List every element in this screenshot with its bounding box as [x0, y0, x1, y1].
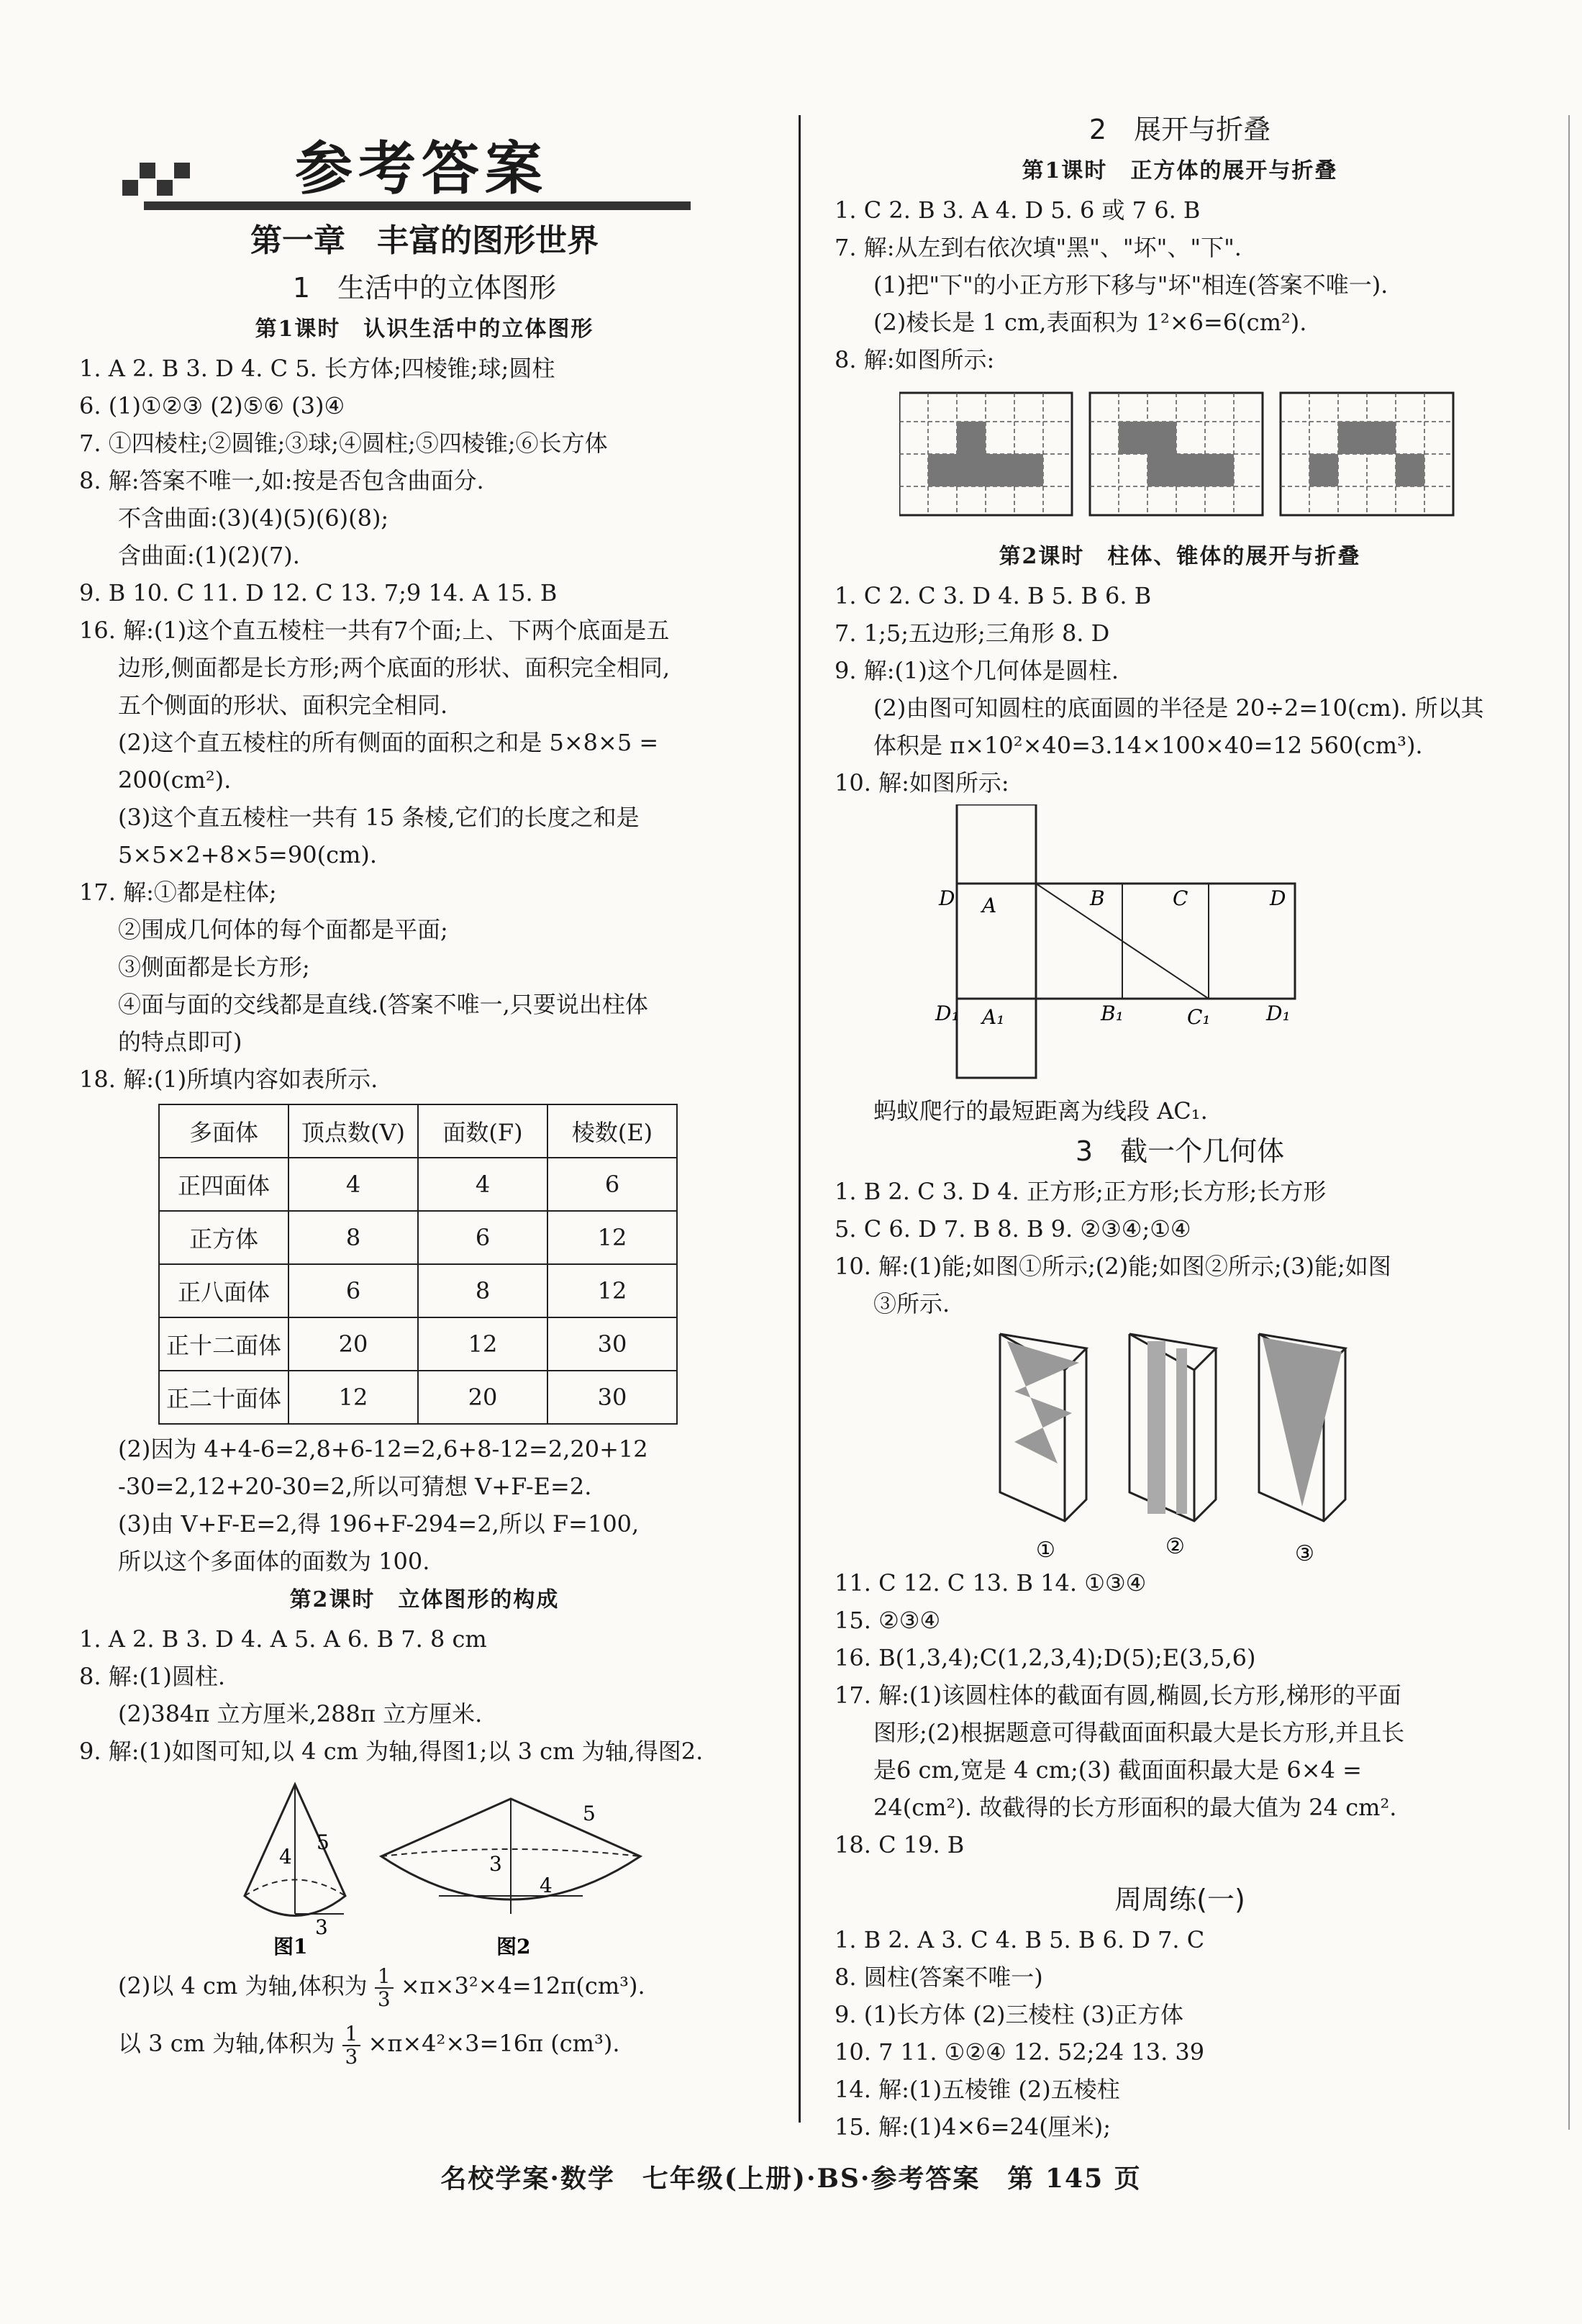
decor-square: [157, 180, 173, 196]
answer-line: 5. C 6. D 7. B 8. B 9. ②③④;①④: [835, 1215, 1191, 1243]
net-label: A₁: [982, 1005, 1005, 1029]
answer-line: 11. C 12. C 13. B 14. ①③④: [835, 1569, 1147, 1597]
answer-line: 体积是 π×10²×40=3.14×100×40=12 560(cm³).: [873, 732, 1423, 759]
answer-line: 7. 1;5;五边形;三角形 8. D: [835, 619, 1110, 647]
net-label: C₁: [1187, 1005, 1211, 1029]
prism-1: [1000, 1334, 1086, 1521]
section-title: 2 展开与折叠: [1088, 114, 1271, 145]
decor-square: [122, 180, 138, 196]
table-cell: 正八面体: [159, 1264, 288, 1317]
answer-line: 7. 解:从左到右依次填"黑"、"坏"、"下".: [835, 234, 1242, 261]
prism-caption: ②: [1165, 1534, 1185, 1559]
fraction-numerator: 1: [342, 2023, 361, 2046]
table-cell: 20: [288, 1317, 418, 1371]
net-label: D: [1270, 886, 1286, 910]
answer-line: 所以这个多面体的面数为 100.: [118, 1548, 430, 1575]
lesson-title: 第1课时 正方体的展开与折叠: [1022, 158, 1338, 183]
answer-line: 200(cm²).: [118, 766, 232, 794]
prism-caption: ①: [1036, 1538, 1055, 1563]
table-cell: 30: [547, 1371, 677, 1424]
answer-line: 16. B(1,3,4);C(1,2,3,4);D(5);E(3,5,6): [835, 1644, 1256, 1671]
table-row: [159, 1371, 677, 1424]
table-row: [159, 1211, 677, 1264]
table-cell: 6: [418, 1211, 547, 1264]
answer-line: 10. 7 11. ①②④ 12. 52;24 13. 39: [835, 2038, 1205, 2066]
net-label: C: [1173, 886, 1188, 910]
answer-line: ③所示.: [873, 1290, 950, 1317]
cone-figures: [223, 1770, 727, 1957]
answer-line: (3)这个直五棱柱一共有 15 条棱,它们的长度之和是: [118, 804, 640, 831]
answer-line: 18. C 19. B: [835, 1831, 965, 1858]
answer-line: 17. 解:①都是柱体;: [79, 879, 277, 906]
table-header-cell: 顶点数(V): [288, 1104, 418, 1158]
answer-line: (2)因为 4+4-6=2,8+6-12=2,6+8-12=2,20+12: [118, 1435, 648, 1463]
table-header-cell: 多面体: [159, 1104, 288, 1158]
net-band: [957, 884, 1295, 999]
prism-net-figure: [885, 804, 1576, 1092]
net-label: D₁: [1266, 1002, 1291, 1025]
net-label: B₁: [1101, 1002, 1124, 1025]
answer-line: 9. (1)长方体 (2)三棱柱 (3)正方体: [835, 2001, 1184, 2028]
cube-net-figures: [899, 386, 1582, 530]
answer-line: (1)把"下"的小正方形下移与"坏"相连(答案不唯一).: [873, 271, 1388, 299]
label-5: 5: [583, 1802, 596, 1825]
prism-section-figures: [993, 1327, 1582, 1564]
answer-line: (3)由 V+F-E=2,得 196+F-294=2,所以 F=100,: [118, 1510, 640, 1538]
answer-line: 含曲面:(1)(2)(7).: [118, 542, 300, 569]
answer-line: 的特点即可): [118, 1028, 242, 1056]
table-cell: 12: [418, 1317, 547, 1371]
answer-line: 15. 解:(1)4×6=24(厘米);: [835, 2113, 1111, 2141]
answer-line: 10. 解:如图所示:: [835, 769, 1009, 796]
page-footer: 名校学案·数学 七年级(上册)·BS·参考答案 第 145 页: [440, 2164, 1142, 2194]
answer-line: 18. 解:(1)所填内容如表所示.: [79, 1066, 378, 1093]
answer-line: -30=2,12+20-30=2,所以可猜想 V+F-E=2.: [118, 1473, 592, 1500]
fraction: [375, 1966, 394, 2010]
title-banner: [79, 86, 770, 209]
net-column: [957, 804, 1036, 1078]
label-4: 4: [540, 1874, 553, 1897]
answer-line: 1. B 2. A 3. C 4. B 5. B 6. D 7. C: [835, 1926, 1205, 1953]
decor-square: [174, 163, 190, 178]
answer-line: 9. 解:(1)如图可知,以 4 cm 为轴,得图1;以 3 cm 为轴,得图2.: [79, 1738, 704, 1765]
prism-3: [1259, 1334, 1345, 1521]
table-cell: 6: [547, 1158, 677, 1211]
label-4: 4: [279, 1845, 292, 1869]
answer-line: 5×5×2+8×5=90(cm).: [118, 841, 377, 868]
answer-line: (2)棱长是 1 cm,表面积为 1²×6=6(cm²).: [873, 309, 1307, 336]
table-cell: 正二十面体: [159, 1371, 288, 1424]
volume-line-2: [79, 2015, 770, 2072]
section-title: 1 生活中的立体图形: [292, 272, 557, 304]
volume-text: (2)以 4 cm 为轴,体积为: [118, 1972, 368, 2000]
table-cell: 正四面体: [159, 1158, 288, 1211]
answer-line: 1. C 2. C 3. D 4. B 5. B 6. B: [835, 582, 1152, 609]
volume-line-1: [79, 1957, 770, 2015]
lesson-title: 第2课时 柱体、锥体的展开与折叠: [999, 544, 1361, 569]
table-cell: 12: [288, 1371, 418, 1424]
table-cell: 正十二面体: [159, 1317, 288, 1371]
table-header-cell: 面数(F): [418, 1104, 547, 1158]
answer-line: 蚂蚁爬行的最短距离为线段 AC₁.: [873, 1097, 1208, 1125]
table-cell: 30: [547, 1317, 677, 1371]
table-cell: 8: [418, 1264, 547, 1317]
answer-line: 14. 解:(1)五棱锥 (2)五棱柱: [835, 2076, 1120, 2103]
answer-line: 1. A 2. B 3. D 4. C 5. 长方体;四棱锥;球;圆柱: [79, 355, 555, 382]
net-label: D: [939, 886, 955, 910]
table-cell: 12: [547, 1264, 677, 1317]
table-header-row: [159, 1104, 677, 1158]
right-column: [835, 108, 1525, 2146]
answer-line: 8. 圆柱(答案不唯一): [835, 1964, 1043, 1991]
answer-line: (2)384π 立方厘米,288π 立方厘米.: [118, 1700, 483, 1728]
table-row: [159, 1264, 677, 1317]
answer-line: 8. 解:(1)圆柱.: [79, 1663, 225, 1690]
lesson-title: 第2课时 立体图形的构成: [289, 1587, 560, 1612]
answer-line: 边形,侧面都是长方形;两个底面的形状、面积完全相同,: [118, 654, 670, 681]
chapter-title: 第一章 丰富的图形世界: [250, 222, 599, 259]
cube-net-2: [1090, 393, 1263, 515]
lesson-title: 第1课时 认识生活中的立体图形: [255, 317, 594, 342]
answer-line: 8. 解:如图所示:: [835, 346, 995, 373]
table-row: [159, 1317, 677, 1371]
fraction-numerator: 1: [375, 1966, 394, 1989]
answer-line: 7. ①四棱柱;②圆锥;③球;④圆柱;⑤四棱锥;⑥长方体: [79, 430, 608, 457]
net-label: D₁: [935, 1002, 960, 1025]
figure-caption: 图2: [496, 1935, 531, 1957]
net-label: B: [1090, 886, 1105, 910]
answer-line: 不含曲面:(3)(4)(5)(6)(8);: [118, 504, 389, 532]
answer-line: 24(cm²). 故截得的长方形面积的最大值为 24 cm².: [873, 1794, 1397, 1821]
net-label: A: [982, 894, 997, 917]
answer-line: 8. 解:答案不唯一,如:按是否包含曲面分.: [79, 467, 484, 494]
answer-line: 16. 解:(1)这个直五棱柱一共有7个面;上、下两个底面是五: [79, 617, 670, 644]
answer-line: 图形;(2)根据题意可得截面面积最大是长方形,并且长: [873, 1719, 1405, 1746]
answer-line: 1. C 2. B 3. A 4. D 5. 6 或 7 6. B: [835, 196, 1201, 224]
answer-line: 6. (1)①②③ (2)⑤⑥ (3)④: [79, 392, 345, 419]
figure-caption: 图1: [273, 1935, 308, 1957]
table-row: [159, 1158, 677, 1211]
table-cell: 20: [418, 1371, 547, 1424]
table-cell: 正方体: [159, 1211, 288, 1264]
table-cell: 4: [418, 1158, 547, 1211]
answer-line: 1. B 2. C 3. D 4. 正方形;正方形;长方形;长方形: [835, 1178, 1327, 1205]
column-divider: [799, 115, 801, 2123]
decor-square: [140, 163, 155, 178]
label-3: 3: [315, 1915, 328, 1939]
table-cell: 8: [288, 1211, 418, 1264]
answer-line: 1. A 2. B 3. D 4. A 5. A 6. B 7. 8 cm: [79, 1625, 487, 1653]
table-cell: 4: [288, 1158, 418, 1211]
page-title: 参考答案: [295, 135, 548, 202]
polyhedron-table: [158, 1104, 678, 1425]
label-3: 3: [489, 1852, 502, 1876]
answer-line: 9. 解:(1)这个几何体是圆柱.: [835, 657, 1119, 684]
answer-line: 9. B 10. C 11. D 12. C 13. 7;9 14. A 15. B: [79, 579, 558, 607]
volume-text: ×π×4²×3=16π (cm³).: [368, 2030, 620, 2057]
fraction-denominator: 3: [345, 2044, 358, 2069]
prism-caption: ③: [1295, 1541, 1314, 1564]
label-5: 5: [317, 1830, 329, 1854]
prism-2: [1129, 1334, 1216, 1521]
answer-line: ③侧面都是长方形;: [118, 953, 310, 981]
answer-line: 17. 解:(1)该圆柱体的截面有圆,椭圆,长方形,梯形的平面: [835, 1681, 1401, 1709]
left-column: [79, 86, 770, 2072]
table-cell: 12: [547, 1211, 677, 1264]
table-cell: 6: [288, 1264, 418, 1317]
volume-text: 以 3 cm 为轴,体积为: [118, 2030, 335, 2057]
answer-line: ②围成几何体的每个面都是平面;: [118, 916, 448, 943]
fraction-denominator: 3: [377, 1987, 391, 2011]
answer-line: 15. ②③④: [835, 1607, 941, 1634]
section-title: 3 截一个几何体: [1075, 1135, 1285, 1167]
table-header-cell: 棱数(E): [547, 1104, 677, 1158]
answer-line: 五个侧面的形状、面积完全相同.: [118, 691, 448, 719]
answer-line: (2)这个直五棱柱的所有侧面的面积之和是 5×8×5 =: [118, 729, 659, 756]
answer-line: (2)由图可知圆柱的底面圆的半径是 20÷2=10(cm). 所以其: [873, 694, 1484, 722]
volume-text: ×π×3²×4=12π(cm³).: [400, 1972, 645, 2000]
answer-line: 是6 cm,宽是 4 cm;(3) 截面面积最大是 6×4 =: [873, 1756, 1362, 1784]
answer-line: ④面与面的交线都是直线.(答案不唯一,只要说出柱体: [118, 991, 648, 1018]
cube-net-1: [899, 393, 1072, 515]
cube-net-3: [1281, 393, 1453, 515]
answer-line: 10. 解:(1)能;如图①所示;(2)能;如图②所示;(3)能;如图: [835, 1253, 1391, 1280]
fraction: [342, 2023, 361, 2068]
section-title: 周周练(一): [1114, 1884, 1245, 1915]
